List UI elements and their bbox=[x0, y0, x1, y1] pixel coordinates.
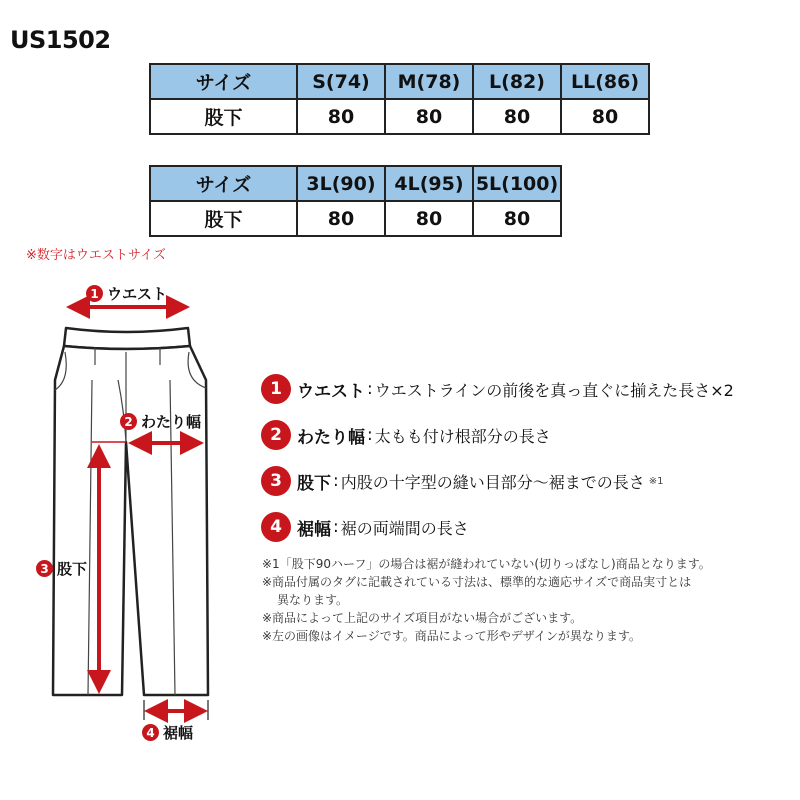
size-header-cell: LL(86) bbox=[561, 64, 649, 99]
inseam-value: 80 bbox=[297, 99, 385, 134]
waist-label: ウエスト bbox=[107, 285, 168, 303]
legend-description: 太もも付け根部分の長さ bbox=[374, 426, 551, 446]
size-header-cell: M(78) bbox=[385, 64, 473, 99]
inseam-value: 80 bbox=[561, 99, 649, 134]
size-header-row bbox=[150, 64, 649, 99]
legend-description: 内股の十字型の縫い目部分〜裾までの長さ bbox=[340, 472, 645, 492]
legend-term: 裾幅 bbox=[297, 519, 331, 540]
number-badge: 4 bbox=[261, 512, 291, 542]
inseam-value: 80 bbox=[473, 99, 561, 134]
number-badge: 2 bbox=[120, 413, 137, 430]
size-header-cell: S(74) bbox=[297, 64, 385, 99]
number-badge: 3 bbox=[261, 466, 291, 496]
footnotes bbox=[262, 555, 782, 645]
size-table-1 bbox=[149, 63, 650, 135]
inseam-row bbox=[150, 99, 649, 134]
size-header-label: サイズ bbox=[150, 64, 297, 99]
hem-diagram-label bbox=[142, 722, 193, 743]
inseam-value: 80 bbox=[385, 201, 473, 236]
legend-item-inseam bbox=[261, 465, 734, 497]
size-header-cell: 5L(100) bbox=[473, 166, 561, 201]
legend-description: ウエストラインの前後を真っ直ぐに揃えた長さ×2 bbox=[374, 380, 734, 400]
measurement-legend bbox=[261, 373, 734, 557]
legend-separator: : bbox=[333, 517, 339, 537]
inseam-label: 股下 bbox=[150, 201, 297, 236]
size-header-row bbox=[150, 166, 561, 201]
inseam-label: 股下 bbox=[150, 99, 297, 134]
legend-separator: : bbox=[367, 425, 373, 445]
waist-diagram-label bbox=[86, 283, 167, 304]
size-note: ※数字はウエストサイズ bbox=[26, 248, 166, 263]
legend-item-hem bbox=[261, 511, 734, 543]
inseam-row bbox=[150, 201, 561, 236]
legend-description: 裾の両端間の長さ bbox=[340, 518, 469, 538]
inseam-value: 80 bbox=[385, 99, 473, 134]
size-header-label: サイズ bbox=[150, 166, 297, 201]
size-header-cell: 3L(90) bbox=[297, 166, 385, 201]
legend-item-waist bbox=[261, 373, 734, 405]
number-badge: 1 bbox=[86, 285, 103, 302]
footnote-tag-size: ※商品付属のタグに記載されている寸法は、標準的な適応サイズで商品実寸とは bbox=[262, 575, 692, 589]
size-header-cell: L(82) bbox=[473, 64, 561, 99]
inseam-label-diagram: 股下 bbox=[57, 560, 88, 578]
legend-item-thigh bbox=[261, 419, 734, 451]
pants-diagram bbox=[0, 270, 240, 760]
number-badge: 1 bbox=[261, 374, 291, 404]
inseam-diagram-label bbox=[36, 558, 87, 579]
footnote-tag-size-cont: 異なります。 bbox=[277, 593, 349, 607]
number-badge: 4 bbox=[142, 724, 159, 741]
hem-label: 裾幅 bbox=[163, 724, 194, 742]
thigh-label: わたり幅 bbox=[141, 413, 202, 431]
footnote-missing-items: ※商品によって上記のサイズ項目がない場合がございます。 bbox=[262, 611, 583, 625]
number-badge: 2 bbox=[261, 420, 291, 450]
number-badge: 3 bbox=[36, 560, 53, 577]
size-table-2 bbox=[149, 165, 562, 237]
legend-term: わたり幅 bbox=[297, 427, 365, 448]
inseam-value: 80 bbox=[473, 201, 561, 236]
legend-separator: : bbox=[333, 471, 339, 491]
model-code: US1502 bbox=[10, 26, 111, 54]
legend-term: 股下 bbox=[297, 473, 331, 494]
inseam-value: 80 bbox=[297, 201, 385, 236]
footnote-image-notice: ※左の画像はイメージです。商品によって形やデザインが異なります。 bbox=[262, 629, 641, 643]
size-header-cell: 4L(95) bbox=[385, 166, 473, 201]
footnote-half-inseam: ※1「股下90ハーフ」の場合は裾が縫われていない(切りっぱなし)商品となります。 bbox=[262, 557, 711, 571]
legend-separator: : bbox=[367, 379, 373, 399]
legend-footnote-ref: ※1 bbox=[648, 475, 664, 487]
legend-term: ウエスト bbox=[297, 381, 365, 402]
pants-outline bbox=[53, 328, 208, 695]
thigh-diagram-label bbox=[120, 411, 201, 432]
